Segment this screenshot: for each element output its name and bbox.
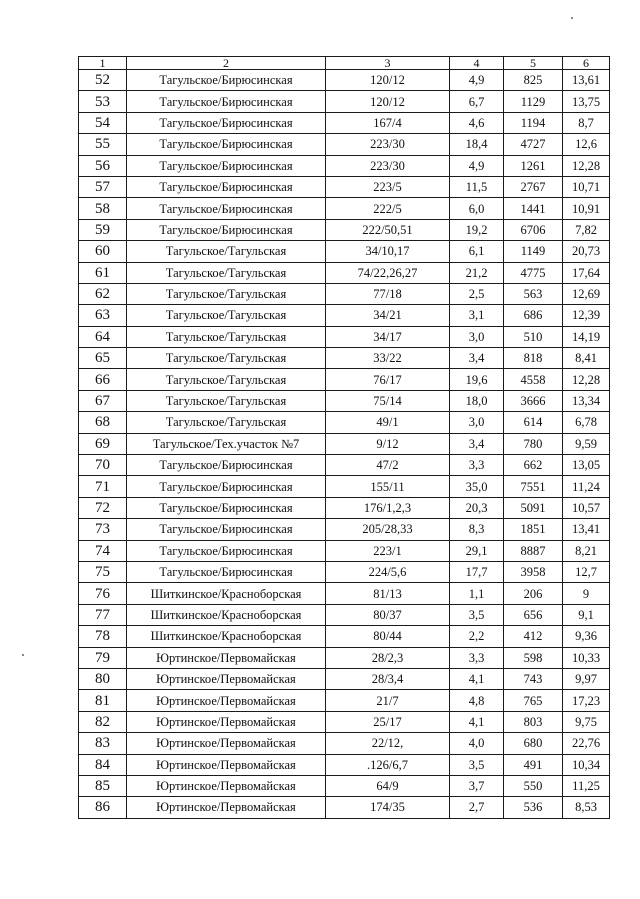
volume-cell: 5091 [504,497,563,518]
area-cell: 2,2 [450,626,504,647]
volume-cell: 206 [504,583,563,604]
parcel-cell: 167/4 [326,112,450,133]
area-cell: 2,7 [450,797,504,818]
table-row [79,241,610,262]
ratio-cell: 13,34 [563,390,610,411]
area-cell: 1,1 [450,583,504,604]
row-number-cell: 52 [79,70,127,91]
volume-cell: 686 [504,305,563,326]
volume-cell: 1441 [504,198,563,219]
row-number-cell: 64 [79,326,127,347]
row-number-cell: 79 [79,647,127,668]
parcel-cell: 75/14 [326,390,450,411]
ratio-cell: 11,24 [563,476,610,497]
parcel-cell: 47/2 [326,455,450,476]
parcel-cell: 224/5,6 [326,561,450,582]
table-row [79,711,610,732]
location-cell: Юртинское/Первомайская [127,733,326,754]
area-cell: 20,3 [450,497,504,518]
row-number-cell: 74 [79,540,127,561]
ratio-cell: 12,39 [563,305,610,326]
row-number-cell: 81 [79,690,127,711]
volume-cell: 825 [504,70,563,91]
data-table [78,56,610,819]
row-number-cell: 84 [79,754,127,775]
area-cell: 17,7 [450,561,504,582]
volume-cell: 3666 [504,390,563,411]
row-number-cell: 85 [79,775,127,796]
table-row [79,176,610,197]
location-cell: Тагульское/Бирюсинская [127,561,326,582]
column-number-header: 2 [127,57,326,70]
parcel-cell: 205/28,33 [326,519,450,540]
location-cell: Тагульское/Бирюсинская [127,476,326,497]
location-cell: Шиткинское/Красноборская [127,626,326,647]
location-cell: Юртинское/Первомайская [127,711,326,732]
location-cell: Шиткинское/Красноборская [127,604,326,625]
column-number-header: 5 [504,57,563,70]
ratio-cell: 8,7 [563,112,610,133]
volume-cell: 563 [504,283,563,304]
location-cell: Юртинское/Первомайская [127,647,326,668]
parcel-cell: 28/2,3 [326,647,450,668]
row-number-cell: 75 [79,561,127,582]
table-body [79,70,610,819]
area-cell: 2,5 [450,283,504,304]
parcel-cell: 49/1 [326,412,450,433]
table-row [79,155,610,176]
column-number-header: 6 [563,57,610,70]
location-cell: Тагульское/Бирюсинская [127,91,326,112]
row-number-cell: 61 [79,262,127,283]
row-number-cell: 60 [79,241,127,262]
parcel-cell: 81/13 [326,583,450,604]
ratio-cell: 12,28 [563,369,610,390]
ratio-cell: 10,34 [563,754,610,775]
parcel-cell: 76/17 [326,369,450,390]
parcel-cell: .126/6,7 [326,754,450,775]
ratio-cell: 9,1 [563,604,610,625]
area-cell: 4,1 [450,668,504,689]
row-number-cell: 53 [79,91,127,112]
area-cell: 19,6 [450,369,504,390]
ratio-cell: 10,57 [563,497,610,518]
location-cell: Тагульское/Бирюсинская [127,112,326,133]
volume-cell: 7551 [504,476,563,497]
area-cell: 3,7 [450,775,504,796]
location-cell: Тагульское/Бирюсинская [127,134,326,155]
row-number-cell: 67 [79,390,127,411]
area-cell: 29,1 [450,540,504,561]
row-number-cell: 62 [79,283,127,304]
area-cell: 35,0 [450,476,504,497]
parcel-cell: 34/17 [326,326,450,347]
ratio-cell: 10,33 [563,647,610,668]
ratio-cell: 9,75 [563,711,610,732]
location-cell: Тагульское/Бирюсинская [127,176,326,197]
table-row [79,455,610,476]
row-number-cell: 63 [79,305,127,326]
row-number-cell: 66 [79,369,127,390]
parcel-cell: 222/50,51 [326,219,450,240]
ratio-cell: 13,41 [563,519,610,540]
table-header [79,57,610,70]
volume-cell: 680 [504,733,563,754]
row-number-cell: 69 [79,433,127,454]
table-row [79,733,610,754]
table-row [79,540,610,561]
volume-cell: 818 [504,348,563,369]
volume-cell: 1129 [504,91,563,112]
location-cell: Тагульское/Бирюсинская [127,70,326,91]
row-number-cell: 59 [79,219,127,240]
parcel-cell: 77/18 [326,283,450,304]
parcel-cell: 21/7 [326,690,450,711]
ratio-cell: 14,19 [563,326,610,347]
table-row [79,134,610,155]
parcel-cell: 25/17 [326,711,450,732]
volume-cell: 550 [504,775,563,796]
area-cell: 6,7 [450,91,504,112]
ratio-cell: 8,41 [563,348,610,369]
ratio-cell: 12,28 [563,155,610,176]
location-cell: Тагульское/Бирюсинская [127,198,326,219]
table-row [79,219,610,240]
ratio-cell: 6,78 [563,412,610,433]
table-row [79,305,610,326]
area-cell: 3,1 [450,305,504,326]
volume-cell: 598 [504,647,563,668]
location-cell: Тагульское/Тагульская [127,369,326,390]
table-row [79,369,610,390]
area-cell: 8,3 [450,519,504,540]
column-number-header: 3 [326,57,450,70]
ratio-cell: 12,7 [563,561,610,582]
volume-cell: 743 [504,668,563,689]
location-cell: Тагульское/Тагульская [127,348,326,369]
volume-cell: 614 [504,412,563,433]
volume-cell: 1851 [504,519,563,540]
location-cell: Тагульское/Бирюсинская [127,219,326,240]
row-number-cell: 68 [79,412,127,433]
area-cell: 19,2 [450,219,504,240]
row-number-cell: 76 [79,583,127,604]
area-cell: 3,4 [450,348,504,369]
row-number-cell: 83 [79,733,127,754]
parcel-cell: 155/11 [326,476,450,497]
table-row [79,198,610,219]
location-cell: Тагульское/Тагульская [127,305,326,326]
volume-cell: 1149 [504,241,563,262]
location-cell: Тагульское/Тагульская [127,412,326,433]
table-row [79,262,610,283]
location-cell: Тагульское/Тагульская [127,390,326,411]
parcel-cell: 174/35 [326,797,450,818]
table-row [79,348,610,369]
volume-cell: 3958 [504,561,563,582]
area-cell: 4,6 [450,112,504,133]
location-cell: Тагульское/Бирюсинская [127,155,326,176]
area-cell: 3,0 [450,412,504,433]
table-row [79,690,610,711]
table-row [79,70,610,91]
parcel-cell: 176/1,2,3 [326,497,450,518]
parcel-cell: 22/12, [326,733,450,754]
row-number-cell: 71 [79,476,127,497]
ratio-cell: 20,73 [563,241,610,262]
location-cell: Шиткинское/Красноборская [127,583,326,604]
volume-cell: 780 [504,433,563,454]
area-cell: 18,4 [450,134,504,155]
parcel-cell: 80/37 [326,604,450,625]
parcel-cell: 34/21 [326,305,450,326]
location-cell: Тагульское/Тагульская [127,262,326,283]
volume-cell: 4727 [504,134,563,155]
area-cell: 3,3 [450,455,504,476]
volume-cell: 4775 [504,262,563,283]
volume-cell: 1261 [504,155,563,176]
scan-speck [571,17,573,19]
parcel-cell: 9/12 [326,433,450,454]
parcel-cell: 223/1 [326,540,450,561]
table-row [79,561,610,582]
ratio-cell: 9,59 [563,433,610,454]
area-cell: 3,4 [450,433,504,454]
location-cell: Тагульское/Бирюсинская [127,540,326,561]
volume-cell: 765 [504,690,563,711]
table-row [79,326,610,347]
parcel-cell: 80/44 [326,626,450,647]
table-row [79,519,610,540]
area-cell: 4,9 [450,155,504,176]
row-number-cell: 82 [79,711,127,732]
area-cell: 6,0 [450,198,504,219]
table-row [79,754,610,775]
row-number-cell: 70 [79,455,127,476]
volume-cell: 803 [504,711,563,732]
ratio-cell: 10,71 [563,176,610,197]
volume-cell: 8887 [504,540,563,561]
ratio-cell: 9 [563,583,610,604]
parcel-cell: 222/5 [326,198,450,219]
location-cell: Тагульское/Бирюсинская [127,519,326,540]
column-number-header: 4 [450,57,504,70]
row-number-cell: 58 [79,198,127,219]
ratio-cell: 11,25 [563,775,610,796]
row-number-cell: 77 [79,604,127,625]
ratio-cell: 13,75 [563,91,610,112]
location-cell: Тагульское/Бирюсинская [127,497,326,518]
row-number-cell: 78 [79,626,127,647]
volume-cell: 2767 [504,176,563,197]
table-row [79,797,610,818]
parcel-cell: 34/10,17 [326,241,450,262]
location-cell: Тагульское/Тех.участок №7 [127,433,326,454]
parcel-cell: 64/9 [326,775,450,796]
table-row [79,433,610,454]
ratio-cell: 8,21 [563,540,610,561]
volume-cell: 1194 [504,112,563,133]
volume-cell: 6706 [504,219,563,240]
table-row [79,412,610,433]
ratio-cell: 17,64 [563,262,610,283]
area-cell: 4,0 [450,733,504,754]
ratio-cell: 17,23 [563,690,610,711]
table-row [79,112,610,133]
row-number-cell: 65 [79,348,127,369]
volume-cell: 536 [504,797,563,818]
ratio-cell: 13,61 [563,70,610,91]
scan-speck [22,654,24,656]
volume-cell: 510 [504,326,563,347]
table-row [79,497,610,518]
parcel-cell: 223/30 [326,155,450,176]
location-cell: Тагульское/Тагульская [127,241,326,262]
area-cell: 6,1 [450,241,504,262]
column-number-header: 1 [79,57,127,70]
table-row [79,775,610,796]
area-cell: 4,1 [450,711,504,732]
area-cell: 3,5 [450,604,504,625]
area-cell: 3,3 [450,647,504,668]
table-row [79,626,610,647]
table-row [79,91,610,112]
location-cell: Тагульское/Тагульская [127,326,326,347]
ratio-cell: 12,6 [563,134,610,155]
location-cell: Тагульское/Тагульская [127,283,326,304]
area-cell: 21,2 [450,262,504,283]
volume-cell: 491 [504,754,563,775]
volume-cell: 656 [504,604,563,625]
volume-cell: 412 [504,626,563,647]
parcel-cell: 28/3,4 [326,668,450,689]
parcel-cell: 223/5 [326,176,450,197]
ratio-cell: 22,76 [563,733,610,754]
location-cell: Юртинское/Первомайская [127,754,326,775]
row-number-cell: 55 [79,134,127,155]
parcel-cell: 223/30 [326,134,450,155]
location-cell: Тагульское/Бирюсинская [127,455,326,476]
ratio-cell: 9,36 [563,626,610,647]
area-cell: 3,5 [450,754,504,775]
ratio-cell: 8,53 [563,797,610,818]
volume-cell: 662 [504,455,563,476]
table-row [79,583,610,604]
row-number-cell: 80 [79,668,127,689]
ratio-cell: 10,91 [563,198,610,219]
table-row [79,604,610,625]
parcel-cell: 33/22 [326,348,450,369]
row-number-cell: 73 [79,519,127,540]
area-cell: 4,9 [450,70,504,91]
area-cell: 4,8 [450,690,504,711]
location-cell: Юртинское/Первомайская [127,797,326,818]
row-number-cell: 57 [79,176,127,197]
area-cell: 18,0 [450,390,504,411]
header-row [79,57,610,70]
area-cell: 11,5 [450,176,504,197]
table-row [79,390,610,411]
table-row [79,476,610,497]
parcel-cell: 120/12 [326,91,450,112]
parcel-cell: 74/22,26,27 [326,262,450,283]
ratio-cell: 12,69 [563,283,610,304]
ratio-cell: 7,82 [563,219,610,240]
location-cell: Юртинское/Первомайская [127,690,326,711]
location-cell: Юртинское/Первомайская [127,775,326,796]
location-cell: Юртинское/Первомайская [127,668,326,689]
volume-cell: 4558 [504,369,563,390]
parcel-cell: 120/12 [326,70,450,91]
row-number-cell: 72 [79,497,127,518]
table-row [79,668,610,689]
area-cell: 3,0 [450,326,504,347]
row-number-cell: 54 [79,112,127,133]
ratio-cell: 13,05 [563,455,610,476]
row-number-cell: 56 [79,155,127,176]
table-row [79,647,610,668]
table-row [79,283,610,304]
ratio-cell: 9,97 [563,668,610,689]
row-number-cell: 86 [79,797,127,818]
